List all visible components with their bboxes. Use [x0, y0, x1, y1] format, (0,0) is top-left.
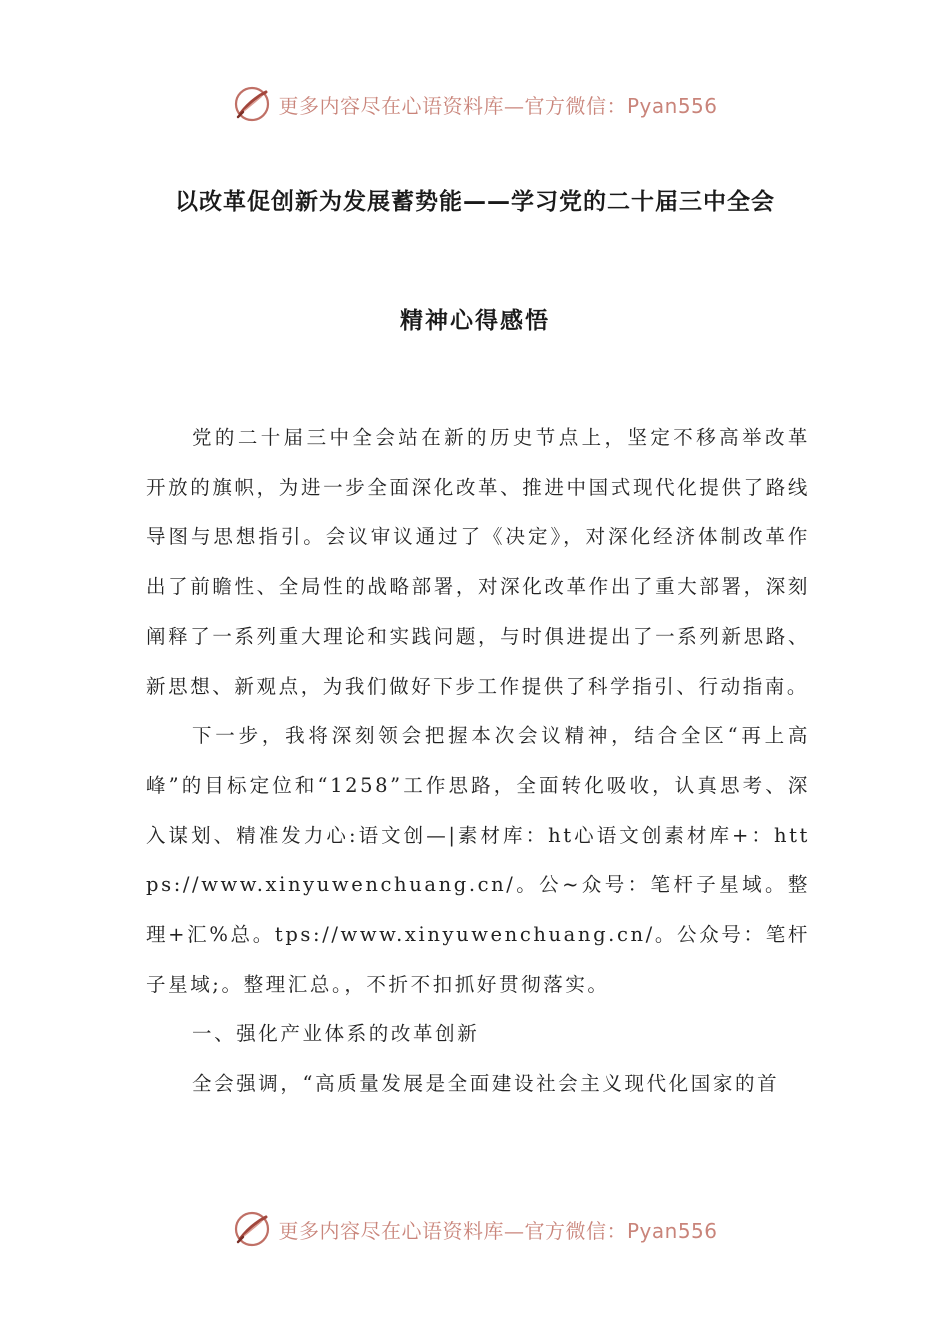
banner-handle: Pyan556 [626, 93, 718, 118]
pen-logo-icon [232, 1209, 272, 1249]
banner-text: 更多内容尽在心语资料库—官方微信：Pyan556 [278, 93, 718, 118]
section-heading-1: 一、强化产业体系的改革创新 [192, 1022, 480, 1046]
header-watermark-banner [0, 80, 950, 128]
paragraph-section-1: 全会强调，“高质量发展是全面建设社会主义现代化国家的首 [192, 1072, 780, 1096]
pen-logo-icon [232, 84, 272, 124]
document-title-line-1: 以改革促创新为发展蓄势能——学习党的二十届三中全会 [175, 189, 775, 215]
footer-watermark-banner [0, 1205, 950, 1253]
paragraph-intro: 党的二十届三中全会站在新的历史节点上，坚定不移高举改革开放的旗帜，为进一步全面深化改革、推进中国式现代化提供了路线导图与思想指引。会议审议通过了《决定》，对深化经济体制改革作出了前瞻性、全局性的战略部署，对深化改革作出了重大部署，深刻阐释了一系列重大理论和实践问题，与时俱进提出了一系列新思路、新思想、新观点，为我们做好下步工作提供了科学指引、行动指南。 [146, 426, 810, 698]
document-body [146, 413, 810, 1109]
banner-text: 更多内容尽在心语资料库—官方微信：Pyan556 [278, 1218, 718, 1243]
banner-handle: Pyan556 [626, 1218, 718, 1243]
paragraph-next-step: 下一步，我将深刻领会把握本次会议精神，结合全区“再上高峰”的目标定位和“1258”工作思路，全面转化吸收，认真思考、深入谋划、精准发力心:语文创—|素材库：ht心语文创素材库+：https://www.xinyuwenchuang.cn/。公~众号：笔杆子星域。整理+汇%总。tps://www.xinyuwenchuang.cn/。公众号：笔杆子星域;。整理汇总。，不折不扣抓好贯彻落实。 [146, 724, 810, 996]
document-title-line-2: 精神心得感悟 [400, 308, 550, 334]
